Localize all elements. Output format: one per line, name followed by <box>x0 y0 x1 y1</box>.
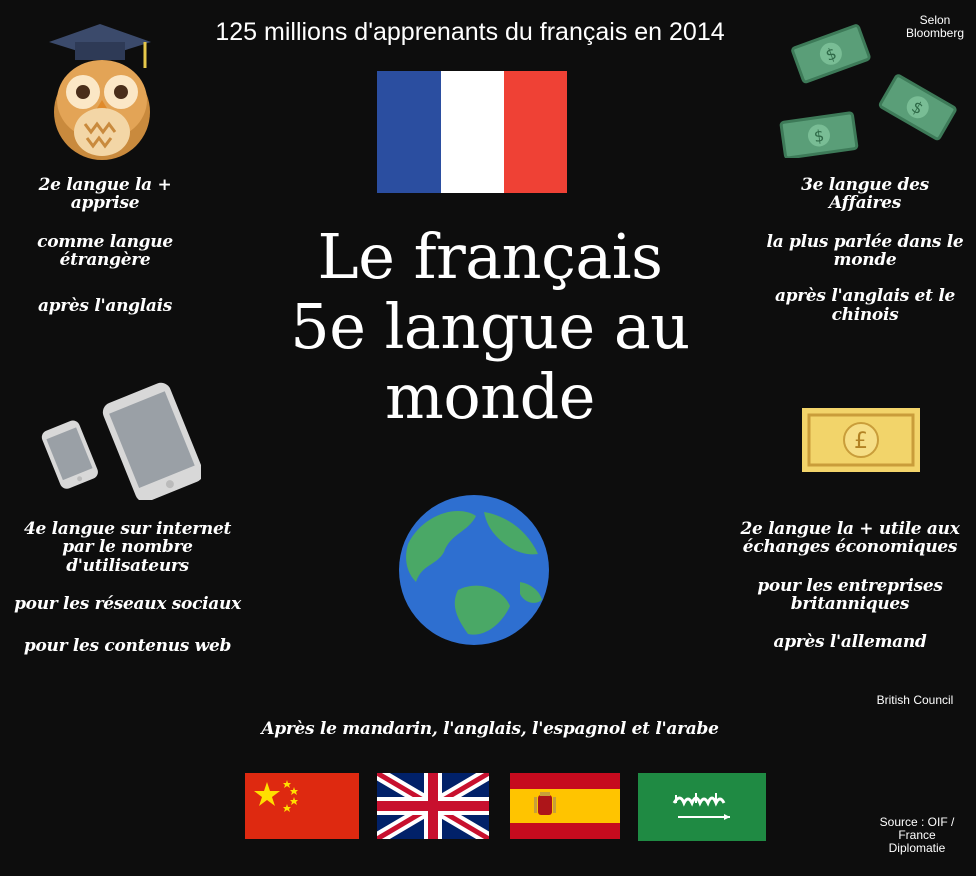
flag-saudi-arabia <box>638 773 766 841</box>
stat-left-top-line1: 2e langue la + <box>38 175 172 195</box>
stat-left-bottom-line1: 4e langue sur internet <box>23 519 232 539</box>
stat-right-top-line4: monde <box>833 250 897 271</box>
dollar-sign: $ <box>823 43 840 65</box>
source-bloomberg-line-2: Bloomberg <box>905 26 965 41</box>
main-title-line2: 5e langue au <box>290 290 690 364</box>
source-oif-line-1: Source : OIF / <box>879 815 955 829</box>
after-languages-line: Après le mandarin, l'anglais, l'espagnol et l'arabe <box>261 719 719 739</box>
stat-right-top-line2: Affaires <box>829 193 901 214</box>
stat-left-bottom-line5: pour les contenus web <box>23 636 232 657</box>
stat-right-bottom-line2: échanges économiques <box>742 537 958 558</box>
stat-left-top <box>15 176 195 316</box>
source-oif-line-3: Diplomatie <box>888 841 946 856</box>
stat-left-bottom-line4: pour les réseaux sociaux <box>14 594 241 615</box>
stat-left-bottom-line2: par le nombre <box>62 537 193 558</box>
header-title: 125 millions d'apprenants du français en 2014 <box>215 18 725 46</box>
pound-sign: £ <box>854 429 868 454</box>
main-title-line1: Le français <box>317 220 663 293</box>
owl-graduate-icon <box>45 20 155 160</box>
stat-right-bottom-line3: pour les entreprises <box>757 575 943 596</box>
stat-left-top-line4: étrangère <box>59 250 151 271</box>
stat-right-top-line1: 3e langue des <box>801 175 929 195</box>
stat-right-top <box>760 176 970 324</box>
stat-left-top-line2: apprise <box>70 193 140 214</box>
stat-right-top-line5: après l'anglais et le <box>774 286 956 307</box>
stat-left-top-line5: après l'anglais <box>37 296 173 317</box>
stat-right-bottom-line4: britanniques <box>790 594 910 615</box>
dollar-sign: $ <box>908 96 927 119</box>
source-oif-line-2: France <box>898 828 936 843</box>
stat-right-bottom-line1: 2e langue la + utile aux <box>740 519 960 539</box>
source-british-council: British Council <box>876 693 954 707</box>
stat-right-bottom <box>735 520 965 652</box>
flag-france <box>377 71 567 193</box>
phone-tablet-icon <box>36 380 201 500</box>
main-title <box>230 222 750 432</box>
dollar-sign: $ <box>812 125 826 147</box>
stat-right-top-line3: la plus parlée dans le <box>766 231 964 252</box>
main-title-line3: monde <box>385 360 595 434</box>
stat-right-bottom-line5: après l'allemand <box>773 632 927 653</box>
flag-uk <box>377 773 489 839</box>
stat-left-bottom <box>10 520 245 656</box>
globe-icon <box>398 494 550 646</box>
pound-banknote-icon <box>802 408 920 472</box>
dollar-bills-icon <box>775 18 965 158</box>
source-oif <box>862 816 972 856</box>
source-bloomberg-line-1: Selon <box>919 13 951 27</box>
stat-left-bottom-line3: d'utilisateurs <box>66 555 189 576</box>
flag-china <box>245 773 359 839</box>
stat-left-top-line3: comme langue <box>37 231 173 252</box>
stat-right-top-line6: chinois <box>831 304 899 325</box>
flag-spain <box>510 773 620 839</box>
